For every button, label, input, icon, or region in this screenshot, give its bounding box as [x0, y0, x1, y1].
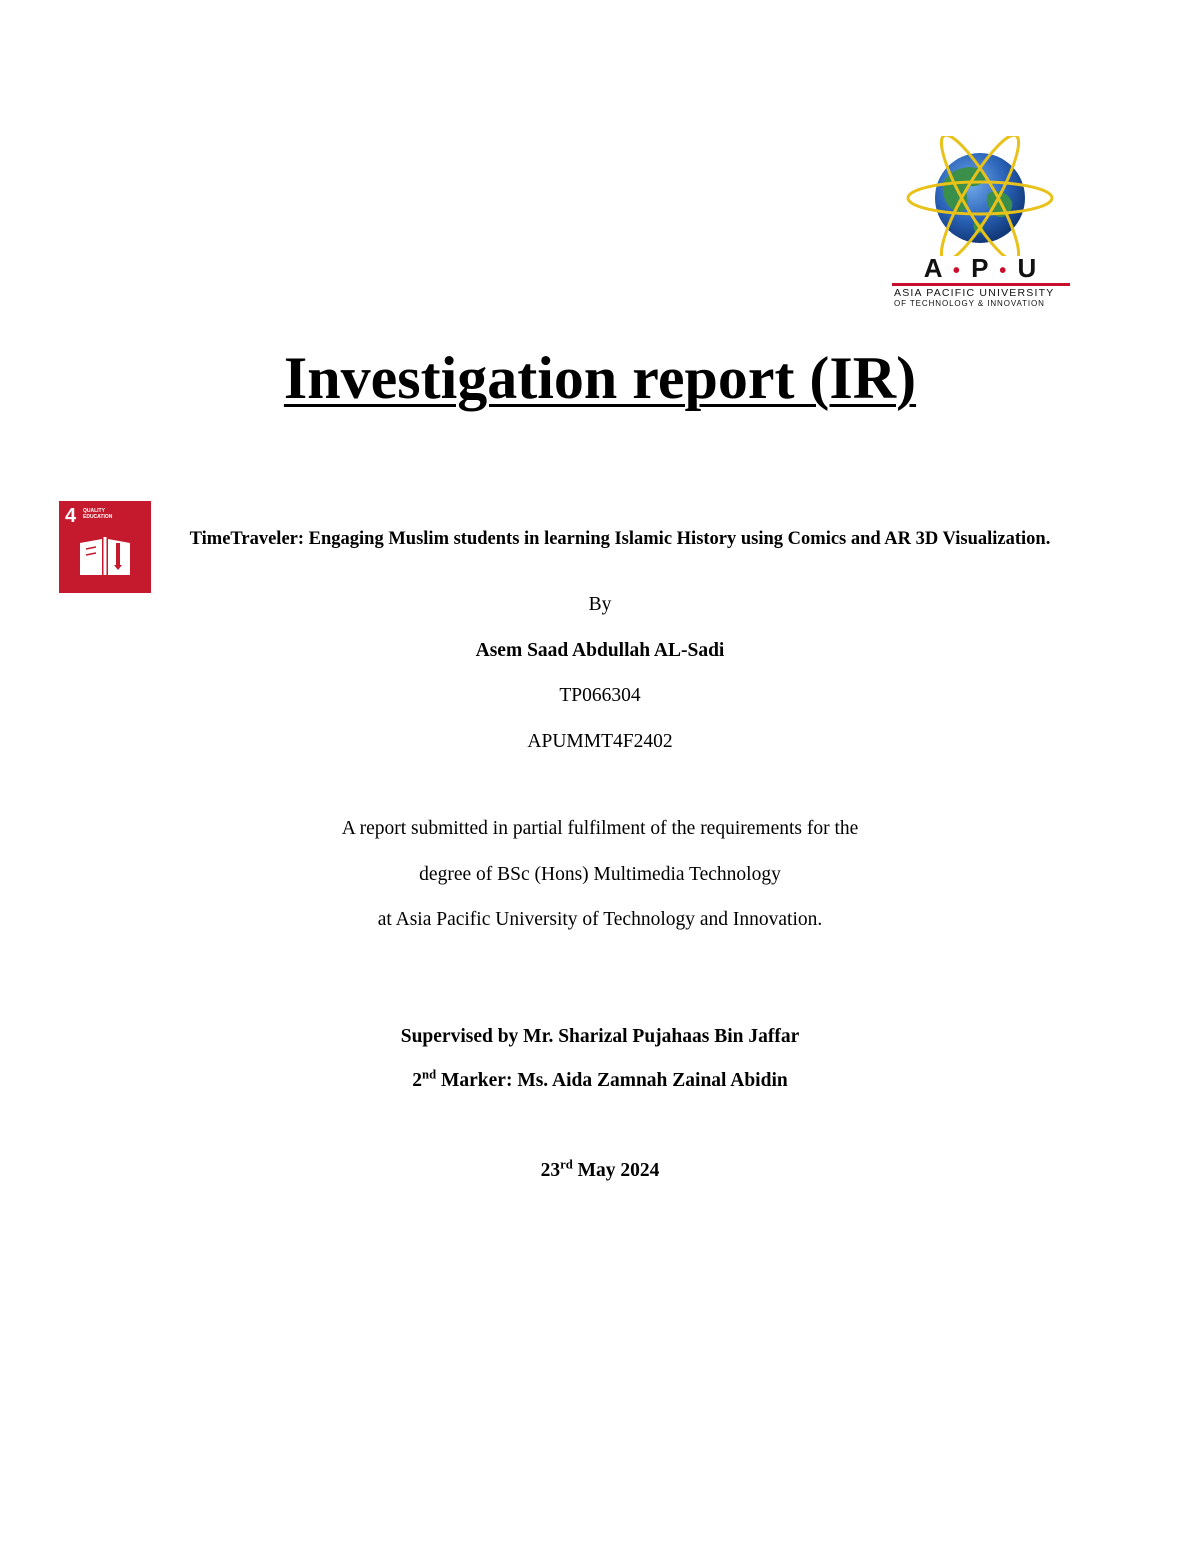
second-marker-text: Marker: Ms. Aida Zamnah Zainal Abidin [436, 1070, 788, 1091]
date-rest: May 2024 [572, 1160, 660, 1181]
report-statement-line-2: degree of BSc (Hons) Multimedia Technology [419, 864, 781, 885]
date-day: 23 [540, 1160, 561, 1181]
intake-code: APUMMT4F2402 [527, 731, 673, 752]
open-book-icon [78, 537, 132, 577]
second-marker-ordinal-suffix: nd [422, 1067, 437, 1082]
project-title: TimeTraveler: Engaging Muslim students in learning Islamic History using Comics and AR 3D Visualization. [189, 529, 1051, 549]
supervisor: Supervised by Mr. Sharizal Pujahaas Bin Jaffar [400, 1026, 800, 1047]
report-statement-line-1: A report submitted in partial fulfilment of the requirements for the [341, 818, 859, 839]
logo-university-subtitle: OF TECHNOLOGY & INNOVATION [894, 299, 1045, 308]
student-id: TP066304 [559, 685, 641, 706]
submission-date [0, 1157, 1200, 1182]
logo-letter-p: P [971, 253, 990, 283]
sdg-badge [59, 501, 151, 593]
sdg-number: 4 [65, 505, 77, 527]
author-name: Asem Saad Abdullah AL-Sadi [475, 640, 725, 661]
by-label: By [588, 594, 612, 615]
logo-university-name: ASIA PACIFIC UNIVERSITY [894, 287, 1055, 299]
logo-separator: • [952, 260, 962, 282]
logo-letter-a: A [923, 253, 944, 283]
report-statement-line-3: at Asia Pacific University of Technology and Innovation. [377, 909, 823, 930]
logo-separator: • [999, 260, 1009, 282]
second-marker [0, 1067, 1200, 1092]
page-title: Investigation report (IR) [283, 345, 917, 411]
logo-divider [892, 283, 1070, 286]
globe-atom-icon [888, 136, 1074, 256]
date-suffix: rd [560, 1157, 573, 1172]
logo-letter-u: U [1017, 253, 1039, 283]
apu-logo [888, 136, 1074, 312]
second-marker-ordinal-number: 2 [412, 1070, 423, 1091]
apu-logo-letters [892, 254, 1070, 285]
sdg-label: QUALITY EDUCATION [83, 508, 113, 520]
